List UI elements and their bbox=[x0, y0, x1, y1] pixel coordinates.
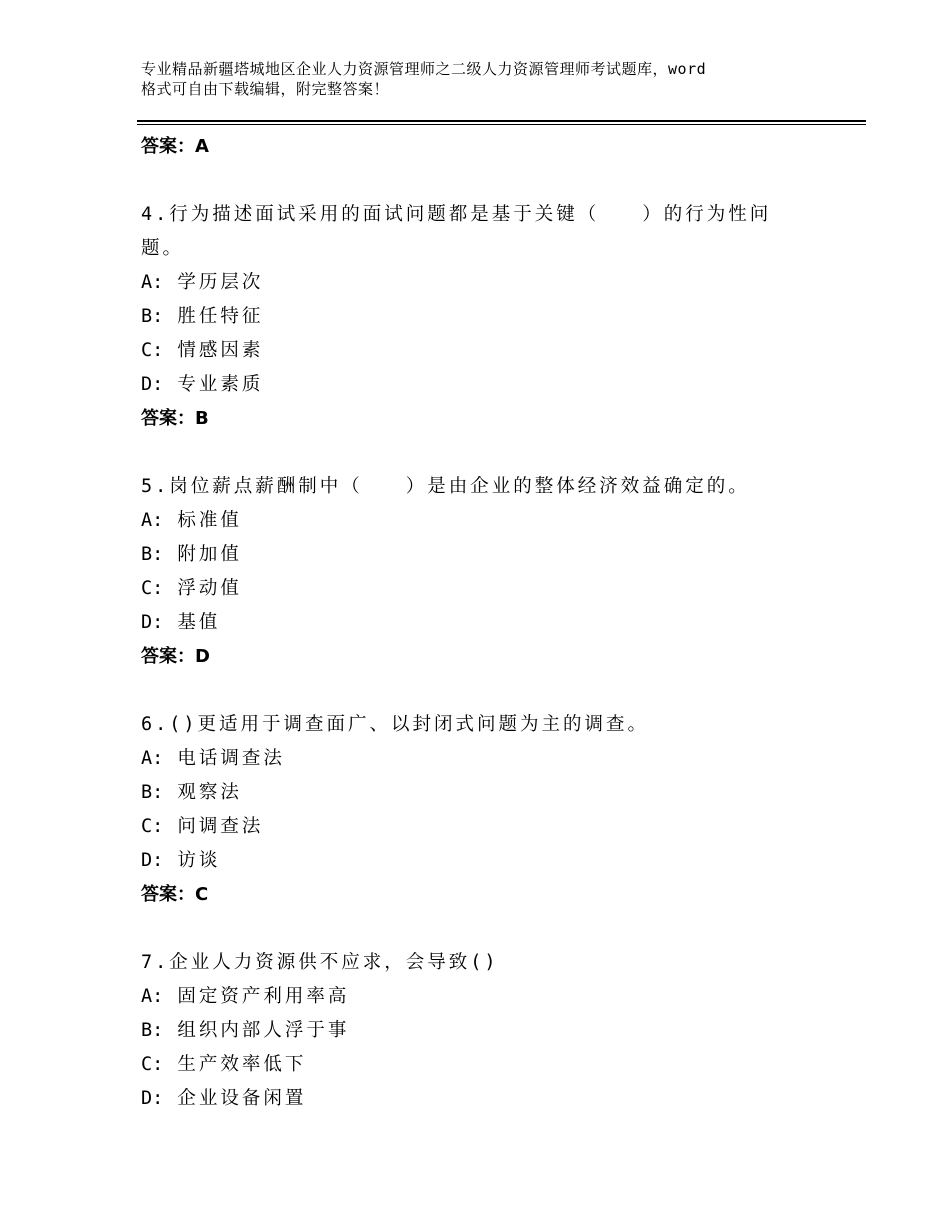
option-letter: A: bbox=[141, 748, 164, 769]
option-text: 电话调查法 bbox=[177, 748, 285, 769]
option-text: 固定资产利用率高 bbox=[177, 986, 350, 1007]
option-text: 访谈 bbox=[177, 850, 221, 871]
answer-5: 答案：D bbox=[141, 646, 210, 667]
question-4-option-c bbox=[141, 334, 841, 368]
option-letter: B: bbox=[141, 544, 164, 565]
option-text: 生产效率低下 bbox=[177, 1054, 307, 1075]
question-7-option-a bbox=[141, 980, 841, 1014]
question-5-text bbox=[141, 470, 841, 504]
option-letter: C: bbox=[141, 1054, 164, 1075]
option-letter: D: bbox=[141, 612, 164, 633]
answer-4: 答案：B bbox=[141, 408, 209, 429]
question-4-line-1: 4.行为描述面试采用的面试问题都是基于关键（ ）的行为性问 bbox=[141, 204, 772, 225]
question-4-option-b bbox=[141, 300, 841, 334]
header-title-line-1: 专业精品新疆塔城地区企业人力资源管理师之二级人力资源管理师考试题库，word bbox=[141, 60, 707, 78]
option-text: 附加值 bbox=[177, 544, 242, 565]
header-title-line-2: 格式可自由下载编辑，附完整答案！ bbox=[141, 80, 390, 98]
question-4-option-a bbox=[141, 266, 841, 300]
answer-3: 答案：A bbox=[141, 136, 209, 157]
header-rule-thick bbox=[137, 120, 866, 122]
option-letter: A: bbox=[141, 986, 164, 1007]
question-5-line-1: 5.岗位薪点薪酬制中（ ）是由企业的整体经济效益确定的。 bbox=[141, 476, 750, 497]
option-letter: D: bbox=[141, 850, 164, 871]
option-text: 企业设备闲置 bbox=[177, 1088, 307, 1109]
option-text: 标准值 bbox=[177, 510, 242, 531]
question-7-text bbox=[141, 946, 841, 980]
option-letter: B: bbox=[141, 782, 164, 803]
question-5-option-b bbox=[141, 538, 841, 572]
question-6-line-1: 6.()更适用于调查面广、以封闭式问题为主的调查。 bbox=[141, 714, 650, 735]
document-header bbox=[141, 59, 841, 99]
option-text: 基值 bbox=[177, 612, 221, 633]
option-text: 问调查法 bbox=[177, 816, 264, 837]
question-7-option-d bbox=[141, 1082, 841, 1116]
option-text: 学历层次 bbox=[177, 272, 264, 293]
option-text: 胜任特征 bbox=[177, 306, 264, 327]
option-letter: B: bbox=[141, 306, 164, 327]
question-6-option-c bbox=[141, 810, 841, 844]
question-7-option-b bbox=[141, 1014, 841, 1048]
question-5-option-d bbox=[141, 606, 841, 640]
option-text: 浮动值 bbox=[177, 578, 242, 599]
question-6 bbox=[141, 708, 841, 912]
question-7 bbox=[141, 946, 841, 1116]
question-list bbox=[141, 130, 841, 1116]
option-letter: B: bbox=[141, 1020, 164, 1041]
question-5-option-a bbox=[141, 504, 841, 538]
question-5-option-c bbox=[141, 572, 841, 606]
option-letter: C: bbox=[141, 578, 164, 599]
question-5 bbox=[141, 470, 841, 674]
option-letter: D: bbox=[141, 374, 164, 395]
option-text: 组织内部人浮于事 bbox=[177, 1020, 350, 1041]
option-letter: C: bbox=[141, 340, 164, 361]
question-7-line-1: 7.企业人力资源供不应求，会导致() bbox=[141, 952, 499, 973]
answer-6: 答案：C bbox=[141, 884, 209, 905]
question-7-option-c bbox=[141, 1048, 841, 1082]
option-text: 专业素质 bbox=[177, 374, 264, 395]
question-6-text bbox=[141, 708, 841, 742]
option-letter: D: bbox=[141, 1088, 164, 1109]
option-text: 情感因素 bbox=[177, 340, 264, 361]
option-text: 观察法 bbox=[177, 782, 242, 803]
question-4-line-2: 题。 bbox=[141, 238, 185, 259]
question-6-option-d bbox=[141, 844, 841, 878]
question-4-text bbox=[141, 198, 841, 266]
header-rule-thin bbox=[137, 124, 866, 125]
option-letter: A: bbox=[141, 272, 164, 293]
question-6-option-a bbox=[141, 742, 841, 776]
question-4-option-d bbox=[141, 368, 841, 402]
question-6-option-b bbox=[141, 776, 841, 810]
option-letter: A: bbox=[141, 510, 164, 531]
option-letter: C: bbox=[141, 816, 164, 837]
question-4 bbox=[141, 198, 841, 436]
